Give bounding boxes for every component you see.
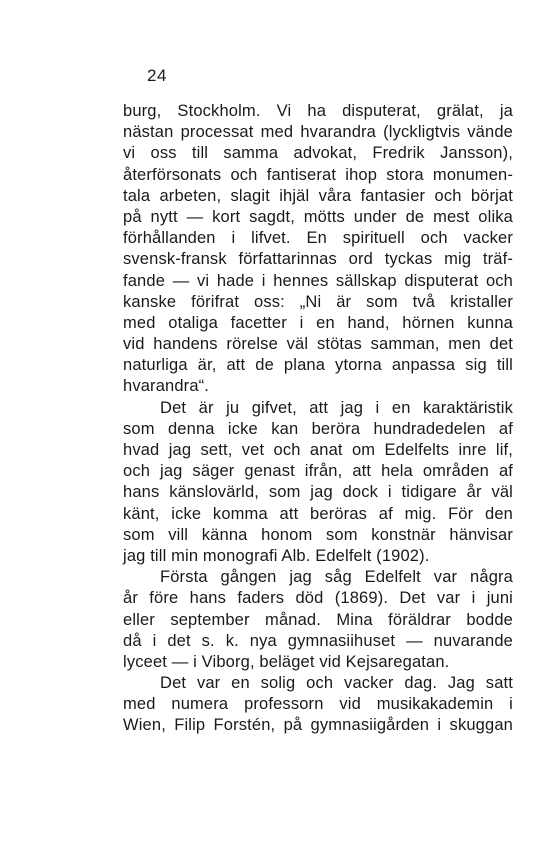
text-line: Det var en solig och vacker dag. Jag satt <box>160 674 513 693</box>
text-line: med numera professorn vid musikakademin i <box>123 695 513 714</box>
text-line: hvad jag sett, vet och anat om Edelfelts inre lif, <box>123 441 513 459</box>
text-line: Första gången jag såg Edelfelt var några <box>160 568 513 587</box>
text-line: hvarandra“. <box>123 377 210 396</box>
text-line: och jag säger genast ifrån, att hela områden af <box>123 462 513 481</box>
text-line: kanske förifrat oss: „Ni är som två kristaller <box>123 292 513 311</box>
text-line: burg, Stockholm. Vi ha disputerat, grälat, ja <box>123 102 513 120</box>
text-line: vi oss till samma advokat, Fredrik Jansson), <box>123 144 513 163</box>
text-line: nästan processat med hvarandra (lyckligtvis vände <box>123 123 513 142</box>
text-line: med otaliga facetter i en hand, hörnen kunna <box>123 313 513 332</box>
text-line: Wien, Filip Forstén, på gymnasiigården i skuggan <box>123 716 513 735</box>
text-line: som denna icke kan beröra hundradedelen af <box>123 419 513 438</box>
text-line: förhållanden i lifvet. En spirituell och vacker <box>123 229 513 248</box>
text-line: på nytt — kort sagdt, mötts under de mest olika <box>123 207 513 226</box>
text-line: jag till min monografi Alb. Edelfelt (1902). <box>123 546 430 565</box>
text-line: vid handens rörelse väl stötas samman, men det <box>123 335 513 354</box>
page-number: 24 <box>147 66 167 85</box>
text-line: känt, icke komma att beröras af mig. För den <box>123 504 513 523</box>
text-line: eller september månad. Mina föräldrar bodde <box>123 610 513 629</box>
text-line: återförsonats och fantiserat ihop stora monumen- <box>123 165 513 184</box>
text-line: år före hans faders död (1869). Det var i juni <box>123 589 513 608</box>
text-line: tala arbeten, slagit ihjäl våra fantasier och börjat <box>123 186 513 205</box>
text-line: fande — vi hade i hennes sällskap disputerat och <box>123 271 513 290</box>
text-line: naturliga är, att de plana ytorna anpassa sig till <box>123 356 513 375</box>
text-line: hans känslovärld, som jag dock i tidigare år väl <box>123 483 513 502</box>
text-line: då i det s. k. nya gymnasiihuset — nuvarande <box>123 631 513 650</box>
body-text <box>123 101 513 737</box>
text-line: lyceet — i Viborg, beläget vid Kejsaregatan. <box>123 652 450 671</box>
text-line: Det är ju gifvet, att jag i en karaktäristik <box>160 398 513 417</box>
text-line: som vill känna honom som konstnär hänvisar <box>123 525 513 544</box>
text-line: svensk-fransk författarinnas ord tyckas mig träf- <box>123 250 513 269</box>
